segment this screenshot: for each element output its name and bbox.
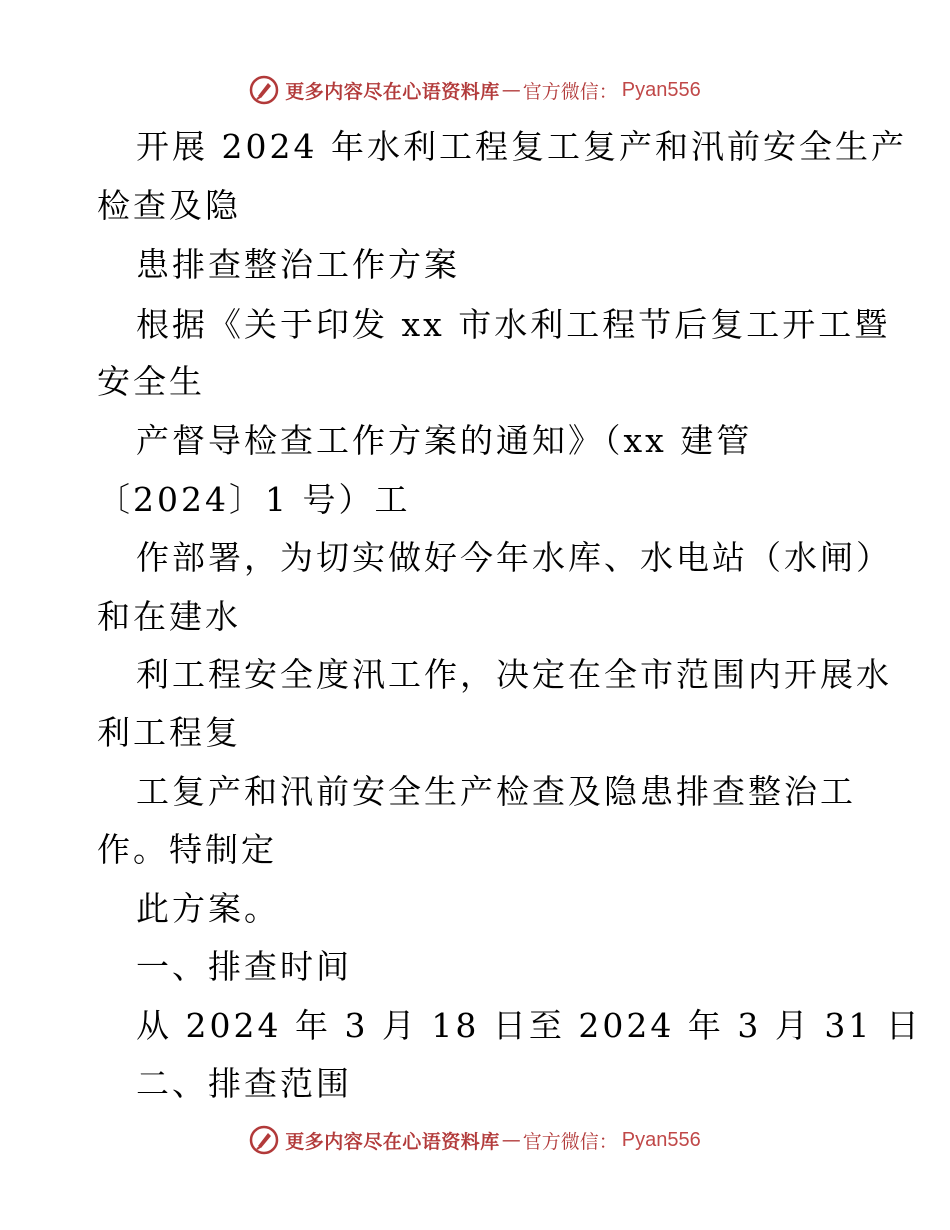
pen-seal-logo-icon [249, 1125, 279, 1155]
body-line: 工复产和汛前安全生产检查及隐患排查整治工 [136, 772, 856, 811]
banner-text: 更多内容尽在心语资料库 [285, 80, 500, 103]
footer-watermark-banner [0, 1122, 950, 1158]
title-line-1: 开展 2024 年水利工程复工复产和汛前安全生产 [136, 127, 907, 166]
body-line: 产督导检查工作方案的通知》（xx 建管 [136, 421, 753, 460]
header-watermark-banner [0, 72, 950, 108]
banner-wechat-id: Pyan556 [621, 78, 701, 101]
body-line: 作。特制定 [97, 830, 277, 869]
title-line-3: 患排查整治工作方案 [136, 245, 460, 284]
banner-wechat-label: 官方微信： [522, 80, 618, 103]
banner-dash: — [501, 1129, 521, 1151]
title-line-2: 检查及隐 [97, 186, 241, 225]
body-line: 和在建水 [97, 597, 241, 636]
body-line: 此方案。 [136, 889, 280, 928]
banner-text: 更多内容尽在心语资料库 [285, 1130, 500, 1153]
pen-seal-logo-icon [249, 75, 279, 105]
body-line: 根据《关于印发 xx 市水利工程节后复工开工暨 [136, 305, 891, 344]
body-line: 利工程复 [97, 713, 241, 752]
section-heading-scope: 二、排查范围 [136, 1064, 352, 1103]
body-line: 利工程安全度汛工作，决定在全市范围内开展水 [136, 655, 892, 694]
banner-wechat-id: Pyan556 [621, 1128, 701, 1151]
section-heading-time: 一、排查时间 [136, 947, 352, 986]
body-line: 〔2024〕1 号）工 [97, 480, 411, 519]
body-line: 作部署，为切实做好今年水库、水电站（水闸） [136, 538, 892, 577]
body-line-dates: 从 2024 年 3 月 18 日至 2024 年 3 月 31 日 [136, 1006, 922, 1045]
body-line: 安全生 [97, 362, 205, 401]
banner-wechat-label: 官方微信： [522, 1130, 618, 1153]
banner-dash: — [501, 79, 521, 101]
